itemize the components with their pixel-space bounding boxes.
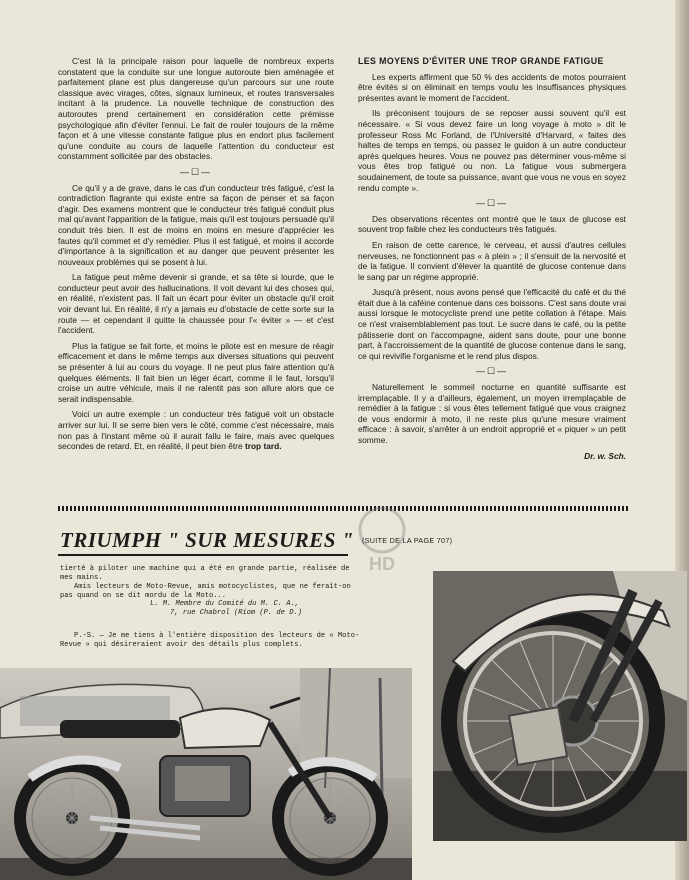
motorcycle-photo — [0, 668, 412, 880]
paragraph: En raison de cette carence, le cerveau, et aussi d'autres cellules nerveuses, ne fonctionnent pas « à plein » ; il s'ensuit de la nervosité et de la fatigue. Il convient d'élever la quantité de glucose contenue dans le sang par un régime approprié. — [358, 239, 626, 282]
left-article-column — [58, 56, 334, 452]
paragraph: C'est là la principale raison pour laquelle de nombreux experts constatent que la conduite sur une longue autoroute bien aménagée et parfaitement plane est plus dangereuse qu'un parcours sur une route classique avec virages, côtes, signaux lumineux, et routes transversales incitant à la prudence. La nouvelle technique de construction des autoroutes prend certainement en considération cette prémisse psychologique afin d'éviter l'ennui. Le fait de rouler toujours de la même façon et à une vitesse constante fatigue plus en endort plus facilement qu'une conduite au cours de laquelle l'attention du conducteur est constamment sollicitée par des obstacles. — [58, 56, 334, 162]
section-separator: —☐— — [179, 166, 213, 177]
svg-text:HD: HD — [369, 554, 395, 574]
triumph-title: TRIUMPH " SUR MESURES " — [60, 528, 354, 552]
section-separator: —☐— — [475, 366, 509, 377]
continued-note: (SUITE DE LA PAGE 707) — [362, 536, 453, 545]
author-line: 7, rue Chabrol (Riom (P. de D.) — [170, 608, 302, 617]
paragraph-text: Voici un autre exemple : un conducteur très fatigué voit un obstacle arriver sur lui. Il se serre bien vers le côté, comme c'est nécessaire, mais non pas à l'instant même où il aurait fallu le faire, mais avec quelques secondes de retard. Et, en réalité, il peut bien être — [58, 409, 334, 452]
paragraph: Jusqu'à présent, nous avons pensé que l'efficacité du café et du thé était due à la caféine contenue dans ces boissons. C'est sans doute vrai aussi lorsque le motocycliste prend une petite collation à l'étape. Mais ce n'est vraisemblablement pas tout. Le sucre dans le café, ou la petite pâtisserie dont on l'accompagne, aident sans doute, pour une bonne part, à l'accroissement de la quantité de glucose contenue dans le sang, ce qui revivifie l'organisme et le rend plus dispos. — [358, 287, 626, 361]
postscript — [60, 632, 360, 649]
paragraph: Ils préconisent toujours de se reposer aussi souvent qu'il est nécessaire. « Si vous devez faire un long voyage à moto » dit le professeur Ross Mc Forland, de l'Université d'Harvard, « faites des haltes de temps en temps, ou passez le guidon à un autre conducteur après quelques heures. Vous ne pouvez pas déterminer vous-même si vous êtes trop fatigué ou non. La fatigue vous submergera soudainement, de toute sa puissance, avant que vous ne vous en soyez rendu compte ». — [358, 108, 626, 193]
right-article-column — [358, 56, 626, 466]
front-wheel-photo — [433, 571, 687, 841]
intro-line: Amis lecteurs de Moto-Revue, amis motocyclistes, que ne feraît-on pas quand on se dit mordu de la Moto... — [60, 583, 351, 600]
postscript-text: P.-S. — Je me tiens à l'entière disposition des lecteurs de « Moto-Revue » qui désireraient avoir des détails plus complets. — [60, 632, 360, 649]
section-separator: —☐— — [475, 198, 509, 209]
triumph-intro — [60, 565, 360, 601]
paragraph: Plus la fatigue se fait forte, et moins le pilote est en mesure de réagir efficacement et dans le même temps aux diverses situations qui peuvent se présenter à lui au cours du voyage. Il ne peut plus faire attention qu'à quelques éléments. Il fait bien un léger écart, comme il le faut, lorsqu'il croise un autre véhicule, mais il ne ralentit pas son allure alors que ce serait indispensable. — [58, 340, 334, 404]
paragraph — [58, 409, 334, 451]
wheel-illustration — [433, 571, 687, 841]
intro-line: tierté à piloter une machine qui a été en grande partie, réalisée de mes mains. — [60, 565, 350, 582]
author-block — [60, 600, 360, 617]
paragraph: Naturellement le sommeil nocturne en quantité suffisante est irremplaçable. Il y a d'ailleurs, également, un moyen irremplaçable de remédier à la fatigue : si vous êtes tellement fatigué que vous craignez de vous endormir à moto, il ne reste plus qu'une mesure vraiment efficace : à savoir, s'arrêter à un endroit approprié et « piquer » un petit somme. — [358, 382, 626, 445]
author-line: L. M. Membre du Comité du M. C. A., — [150, 600, 299, 608]
paragraph: Ce qu'il y a de grave, dans le cas d'un conducteur très fatigué, c'est la contradiction flagrante qui existe entre sa façon de penser et sa façon d'agir. Des examens montrent que le conducteur très fatigué conduit plus mal qu'avant l'apparition de la fatigue, mais qu'il est toujours persuadé qu'il conduit très bien. Il est de moins en moins en mesure d'apprécier les fautes qu'il commet et d'y remédier. Plus il est fatigué, et moins il accorde d'importance à la signification et au danger que peuvent présenter les nouveaux problèmes qui se posent à lui. — [58, 182, 334, 267]
paragraph: La fatigue peut même devenir si grande, et sa tête si lourde, que le conducteur peut avoir des hallucinations. Il voit devant lui des choses qui, en réalité, n'existent pas. Il fait un écart pour éviter un obstacle qu'il croit voir devant lui. En réalité, il n'y a jamais eu d'obstacle de cette sorte sur la route — et cependant il quitte la chaussée pour l'« éviter » — et c'est l'accident. — [58, 272, 334, 336]
bold-ending: trop tard. — [244, 441, 282, 452]
section-heading: LES MOYENS D'ÉVITER UNE TROP GRANDE FATIGUE — [358, 56, 604, 66]
title-underline — [58, 554, 348, 556]
motorcycle-illustration — [0, 668, 412, 880]
paragraph: Les experts affirment que 50 % des accidents de motos pourraient être évités si on éliminait en temps voulu les insuffisances physiques présentes avant le moment de l'accident. — [358, 71, 626, 103]
dotted-divider — [58, 506, 630, 511]
author-signature: Dr. w. Sch. — [584, 450, 626, 461]
paragraph: Des observations récentes ont montré que le taux de glucose est souvent trop faible chez les conducteurs très fatigués. — [358, 213, 626, 235]
